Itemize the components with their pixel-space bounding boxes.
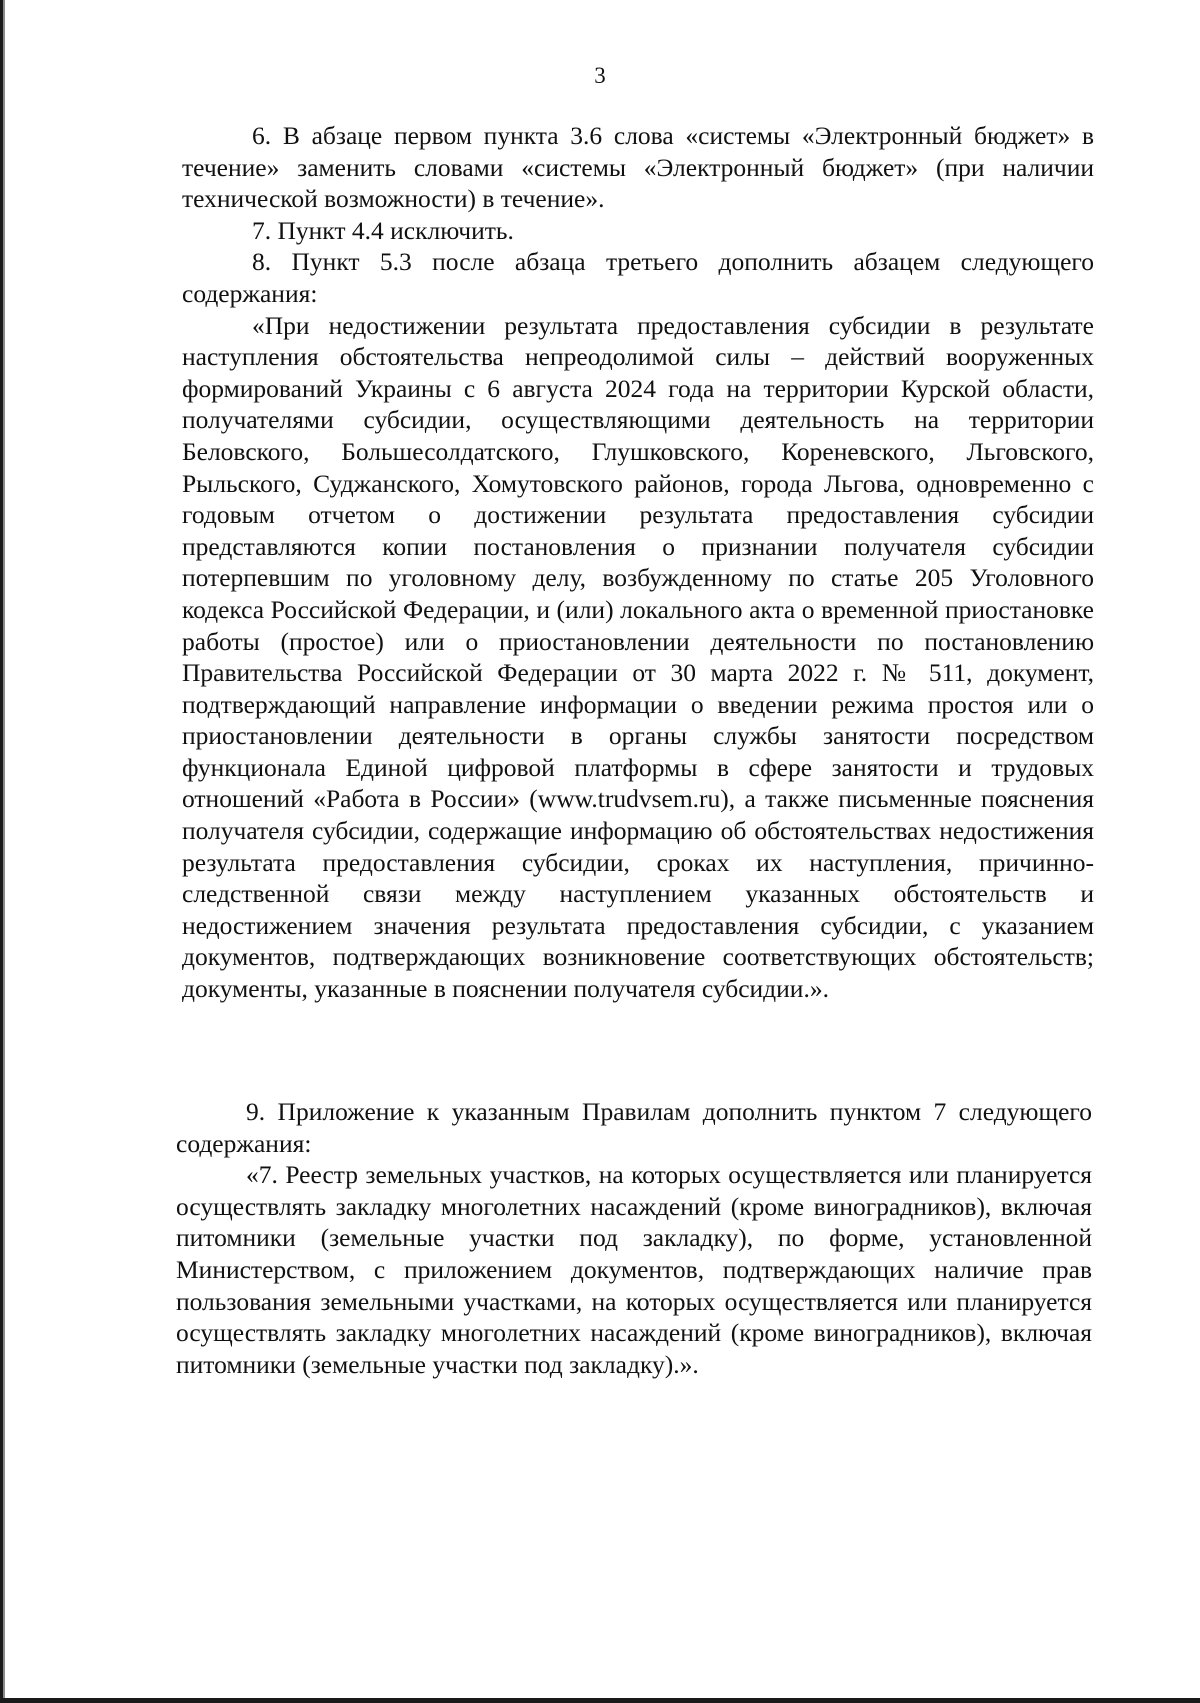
paragraph-item-7: 7. Пункт 4.4 исключить.	[252, 215, 514, 245]
document-body	[182, 120, 1094, 1005]
document-body-continued	[176, 1096, 1092, 1380]
paragraph-amendment-quote-2: «7. Реестр земельных участков, на которых осуществляется или планируется осуществлять закладку многолетних насаждений (кроме виноградников), включая питомники (земельные участки под закладку), по форме, установленной Министерством, с приложением документов, подтверждающих наличие прав пользования земельными участками, на которых осуществляется или планируется осуществлять закладку многолетних насаждений (кроме виноградников), включая питомники (земельные участки под закладку).».	[176, 1160, 1092, 1379]
paragraph-item-9: 9. Приложение к указанным Правилам дополнить пунктом 7 следующего содержания:	[176, 1097, 1092, 1158]
scan-border-bottom	[0, 1698, 1200, 1703]
scan-border-left-shadow	[3, 0, 5, 1703]
page-number: 3	[594, 63, 606, 88]
paragraph-item-8: 8. Пункт 5.3 после абзаца третьего дополнить абзацем следующего содержания:	[182, 247, 1094, 308]
paragraph-amendment-quote-1: «При недостижении результата предоставления субсидии в результате наступления обстоятельства непреодолимой силы – действий вооруженных формирований Украины с 6 августа 2024 года на территории Курской области, получателями субсидии, осуществляющими деятельность на территории Беловского, Большесолдатского, Глушковского, Кореневского, Льговского, Рыльского, Суджанского, Хомутовского районов, города Льгова, одновременно с годовым отчетом о достижении результата предоставления субсидии представляются копии постановления о признании получателя субсидии потерпевшим по уголовному делу, возбужденному по статье 205 Уголовного кодекса Российской Федерации, и (или) локального акта о временной приостановке работы (простое) или о приостановлении деятельности по постановлению Правительства Российской Федерации от 30 марта 2022 г. № 511, документ, подтверждающий направление информации о введении режима простоя или о приостановлении деятельности в органы службы занятости посредством функционала Единой цифровой платформы в сфере занятости и трудовых отношений «Работа в России» (www.trudvsem.ru), а также письменные пояснения получателя субсидии, содержащие информацию об обстоятельствах недостижения результата предоставления субсидии, сроках их наступления, причинно-следственной связи между наступлением указанных обстоятельств и недостижением значения результата предоставления субсидии, с указанием документов, подтверждающих возникновение соответствующих обстоятельств; документы, указанные в пояснении получателя субсидии.».	[182, 310, 1094, 1004]
paragraph-item-6: 6. В абзаце первом пункта 3.6 слова «системы «Электронный бюджет» в течение» заменить словами «системы «Электронный бюджет» (при наличии технической возможности) в течение».	[182, 121, 1094, 214]
